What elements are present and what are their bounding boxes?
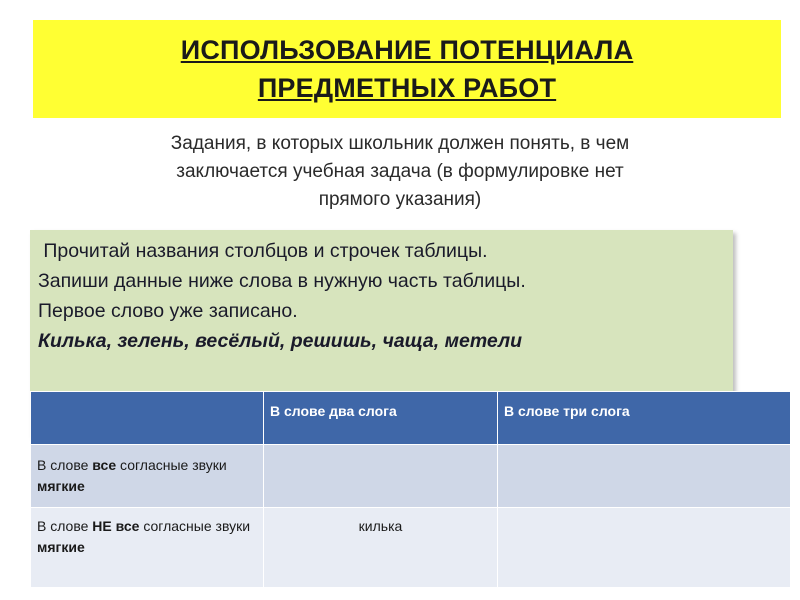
- row-label-bold: все: [92, 457, 117, 473]
- cell-not-all-soft-three-syllables[interactable]: [498, 508, 791, 588]
- cell-not-all-soft-two-syllables[interactable]: килька: [264, 508, 498, 588]
- title-line-1: ИСПОЛЬЗОВАНИЕ ПОТЕНЦИАЛА: [180, 35, 634, 65]
- table-header-corner: [31, 392, 264, 445]
- row-label-bold: мягкие: [37, 539, 85, 555]
- table-header-two-syllables: В слове два слога: [264, 392, 498, 445]
- cell-all-soft-two-syllables[interactable]: [264, 445, 498, 508]
- table-header-three-syllables: В слове три слога: [498, 392, 791, 445]
- row-label-text: согласные звуки: [139, 518, 251, 534]
- row-label-text: согласные звуки: [116, 457, 227, 473]
- task-word-list: Килька, зелень, весёлый, решишь, чаща, метели: [38, 330, 523, 352]
- row-label-text: В слове: [37, 518, 93, 534]
- row-label-all-soft: [31, 445, 264, 508]
- table-row: [31, 445, 791, 508]
- subtitle-line-1: Задания, в которых школьник должен понять, в чем: [170, 133, 630, 154]
- task-line-1: Прочитай названия столбцов и строчек таблицы.: [38, 240, 488, 262]
- task-line-2: Запиши данные ниже слова в нужную часть таблицы.: [38, 270, 526, 292]
- cell-all-soft-three-syllables[interactable]: [498, 445, 791, 508]
- table-header-row: [31, 392, 791, 445]
- row-label-bold: НЕ все: [92, 518, 140, 534]
- row-label-text: В слове: [37, 457, 93, 473]
- subtitle: [40, 130, 760, 214]
- row-label-bold: мягкие: [37, 478, 85, 494]
- table-row: [31, 508, 791, 588]
- row-label-not-all-soft: [31, 508, 264, 588]
- subtitle-line-2: заключается учебная задача (в формулировке нет: [176, 161, 624, 182]
- title-banner: [33, 20, 781, 118]
- task-instructions: [38, 236, 728, 356]
- title-line-2: ПРЕДМЕТНЫХ РАБОТ: [257, 73, 557, 103]
- subtitle-line-3: прямого указания): [318, 189, 482, 210]
- syllable-table: [30, 391, 791, 588]
- task-line-3: Первое слово уже записано.: [38, 300, 298, 322]
